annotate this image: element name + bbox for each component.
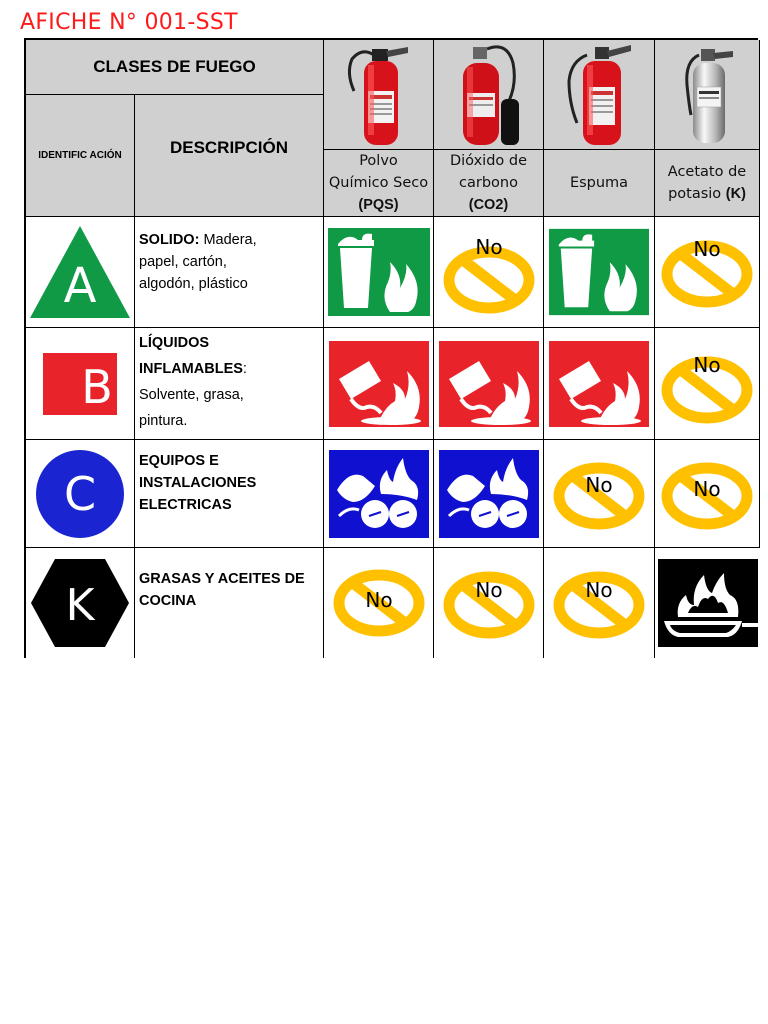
no-symbol-icon: [551, 561, 647, 645]
foam-class-a-ok: [544, 217, 655, 328]
class-k-description: GRASAS Y ACEITES DE COCINA: [135, 548, 324, 658]
pqs-class-b-ok: [324, 328, 434, 440]
blue-electrical-fire-sign-icon: [329, 450, 429, 538]
black-hexagon-icon: [30, 558, 130, 648]
class-b-letter: B: [81, 359, 113, 414]
svg-text:No: No: [693, 237, 721, 261]
stainless-k-extinguisher-icon: [677, 45, 737, 145]
class-a-description: SOLIDO: Madera, papel, cartón, algodón, plástico: [135, 217, 324, 328]
foam-class-c-no: [544, 440, 655, 548]
fire-classes-table: [24, 38, 758, 658]
k-class-k-ok: [655, 548, 760, 658]
class-b-identifier: [26, 328, 135, 440]
identification-header: IDENTIFIC ACIÓN: [38, 150, 122, 161]
no-symbol-icon: [441, 561, 537, 645]
foam-class-k-no: [544, 548, 655, 658]
extinguisher-image-k: [655, 40, 760, 150]
k-class-b-no: [655, 328, 760, 440]
co2-extinguisher-icon: [447, 43, 531, 147]
svg-text:No: No: [693, 476, 721, 501]
blue-electrical-fire-sign-icon: [439, 450, 539, 538]
no-symbol-icon: [659, 230, 755, 314]
svg-text:No: No: [474, 578, 503, 602]
co2-class-k-no: [434, 548, 544, 658]
k-class-a-no: [655, 217, 760, 328]
k-class-c-no: [655, 440, 760, 548]
red-liquid-fire-sign-icon: [439, 341, 539, 427]
blue-circle-icon: [35, 449, 125, 539]
class-c-identifier: [26, 440, 135, 548]
frying-pan-fire-icon: [658, 559, 758, 647]
no-symbol-icon: [551, 452, 647, 536]
foam-class-b-ok: [544, 328, 655, 440]
identification-header-cell: [26, 95, 135, 217]
extinguisher-image-foam: [544, 40, 655, 150]
description-header: DESCRIPCIÓN: [169, 138, 289, 157]
classes-title-cell: [26, 40, 324, 95]
no-symbol-icon: [441, 230, 537, 314]
svg-text:No: No: [585, 578, 613, 602]
extinguisher-label-foam: Espuma: [544, 150, 655, 217]
green-solid-fire-sign-icon: [328, 228, 430, 316]
pqs-class-c-ok: [324, 440, 434, 548]
pqs-class-k-no: [324, 548, 434, 658]
green-triangle-icon: [28, 224, 132, 320]
class-c-letter: C: [63, 466, 97, 521]
extinguisher-label-k: Acetato de potasio (K): [655, 150, 760, 217]
red-abc-extinguisher-icon: [344, 43, 414, 147]
svg-text:No: No: [474, 235, 503, 259]
co2-class-a-no: [434, 217, 544, 328]
extinguisher-label-pqs: Polvo Químico Seco (PQS): [324, 150, 434, 217]
class-a-identifier: [26, 217, 135, 328]
extinguisher-image-pqs: [324, 40, 434, 150]
no-symbol-icon: [659, 452, 755, 536]
poster-title: AFICHE N° 001-SST: [20, 10, 238, 35]
class-k-letter: K: [65, 580, 95, 631]
svg-text:No: No: [364, 588, 393, 612]
green-solid-fire-sign-icon: [549, 228, 649, 316]
no-symbol-icon: [659, 342, 755, 426]
description-header-cell: [135, 95, 324, 217]
extinguisher-label-co2: Dióxido de carbono (CO2): [434, 150, 544, 217]
co2-class-b-ok: [434, 328, 544, 440]
pqs-class-a-ok: [324, 217, 434, 328]
red-liquid-fire-sign-icon: [549, 341, 649, 427]
co2-class-c-ok: [434, 440, 544, 548]
red-square-icon: [43, 353, 117, 415]
svg-text:No: No: [585, 472, 613, 497]
no-symbol-icon: [331, 561, 427, 645]
extinguisher-image-co2: [434, 40, 544, 150]
svg-text:No: No: [693, 352, 721, 377]
red-liquid-fire-sign-icon: [329, 341, 429, 427]
classes-title: CLASES DE FUEGO: [93, 57, 256, 76]
class-b-description: LÍQUIDOS INFLAMABLES: Solvente, grasa, pintura.: [135, 328, 324, 440]
class-a-letter: A: [63, 258, 97, 314]
class-k-identifier: [26, 548, 135, 658]
class-c-description: EQUIPOS E INSTALACIONES ELECTRICAS: [135, 440, 324, 548]
foam-extinguisher-icon: [561, 43, 637, 147]
